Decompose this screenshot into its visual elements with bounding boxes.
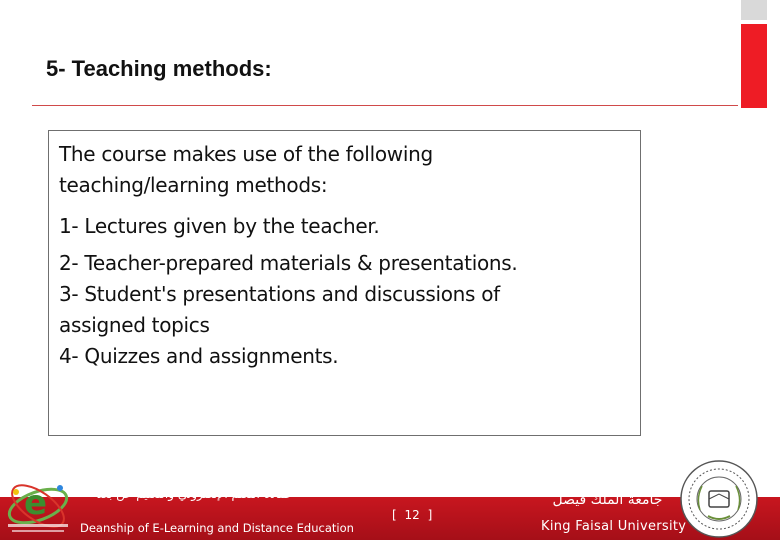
university-english-name: King Faisal University — [541, 519, 687, 534]
university-seal-icon — [678, 458, 760, 540]
method-item-3-continued: assigned topics — [59, 313, 210, 337]
deanship-english-name: Deanship of E-Learning and Distance Education — [80, 521, 354, 535]
intro-line-2: teaching/learning methods: — [59, 173, 328, 197]
slide-title: 5- Teaching methods: — [46, 56, 272, 81]
title-divider — [32, 105, 738, 106]
page-number: [ 12 ] — [392, 508, 433, 522]
elearning-logo-icon — [2, 462, 74, 540]
svg-text:e: e — [24, 483, 48, 523]
accent-bar-red — [741, 24, 767, 108]
intro-line-1: The course makes use of the following — [59, 142, 433, 166]
accent-bar-gray — [741, 0, 767, 20]
method-item-3: 3- Student's presentations and discussions of — [59, 282, 500, 306]
method-item-4: 4- Quizzes and assignments. — [59, 344, 339, 368]
university-arabic-name: جامعة الملك فيصل — [552, 492, 663, 508]
method-item-1: 1- Lectures given by the teacher. — [59, 214, 380, 238]
deanship-arabic-name: عمادة التعلم الإلكتروني والتعليم عن بعد — [96, 487, 294, 501]
content-box — [48, 130, 641, 436]
method-item-2: 2- Teacher-prepared materials & presentations. — [59, 251, 518, 275]
